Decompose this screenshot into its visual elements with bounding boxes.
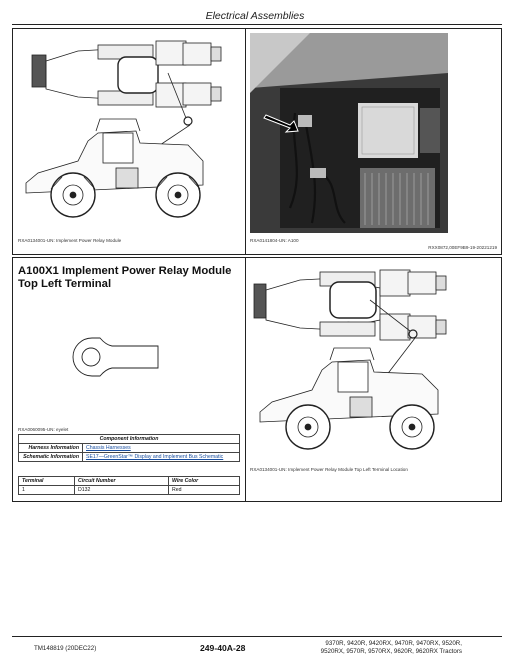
footer-models-line-1: 9370R, 9420R, 9420RX, 9470R, 9470RX, 9520R, xyxy=(325,640,462,647)
eyelet-figure-caption: RXA0060095-UN: eyelet xyxy=(18,427,69,432)
table-row xyxy=(19,453,240,462)
wire-color-cell: Red xyxy=(169,486,240,495)
eyelet-terminal-illustration xyxy=(70,335,165,380)
footer-rule xyxy=(12,636,502,637)
component-table-heading: Component Information xyxy=(19,435,240,444)
section-title-line-1: A100X1 Implement Power Relay Module xyxy=(18,265,232,277)
table-row xyxy=(19,486,240,495)
footer-models-line-2: 9520RX, 9570R, 9570RX, 9620R, 9620RX Tractors xyxy=(320,648,462,655)
wire-table xyxy=(18,476,240,495)
component-information-table xyxy=(18,434,240,462)
middle-panel-divider xyxy=(245,257,246,502)
page-header-title: Electrical Assemblies xyxy=(205,10,305,22)
terminal-location-illustration xyxy=(250,262,475,462)
wire-table-header-color: Wire Color xyxy=(169,477,240,486)
wire-circuit-cell: D132 xyxy=(75,486,169,495)
location-figure-caption: RXA0134001-UN: Implement Power Relay Module Top Left Terminal Location xyxy=(250,467,408,472)
schematic-info-link[interactable]: SE17—GreenStar™ Display and Implement Bus Schematic xyxy=(86,454,224,460)
harness-info-link[interactable]: Chassis Harnesses xyxy=(86,445,131,451)
footer-page-number: 249-40A-28 xyxy=(200,643,246,653)
wire-table-header-terminal: Terminal xyxy=(19,477,75,486)
wire-terminal-cell: 1 xyxy=(19,486,75,495)
footer-doc-id: TM148819 (20DEC22) xyxy=(34,645,97,652)
wire-table-header-circuit: Circuit Number xyxy=(75,477,169,486)
top-right-figure-caption: RXA0141804-UN: A100 xyxy=(250,238,299,243)
top-left-figure-caption: RXA0134001-UN: Implement Power Relay Module xyxy=(18,238,122,243)
header-rule xyxy=(12,24,502,25)
top-panel-divider xyxy=(245,28,246,255)
table-row xyxy=(19,444,240,453)
harness-info-label: Harness Information xyxy=(19,444,83,453)
schematic-info-label: Schematic Information xyxy=(19,453,83,462)
section-title xyxy=(18,265,248,291)
footer-models xyxy=(290,640,462,656)
relay-module-photo xyxy=(250,33,448,233)
section-title-line-2: Top Left Terminal xyxy=(18,278,112,290)
tractor-top-and-side-illustration xyxy=(18,33,240,233)
top-right-reference-code: RXX0872,00EF9B9-19-20221219 xyxy=(428,245,497,250)
